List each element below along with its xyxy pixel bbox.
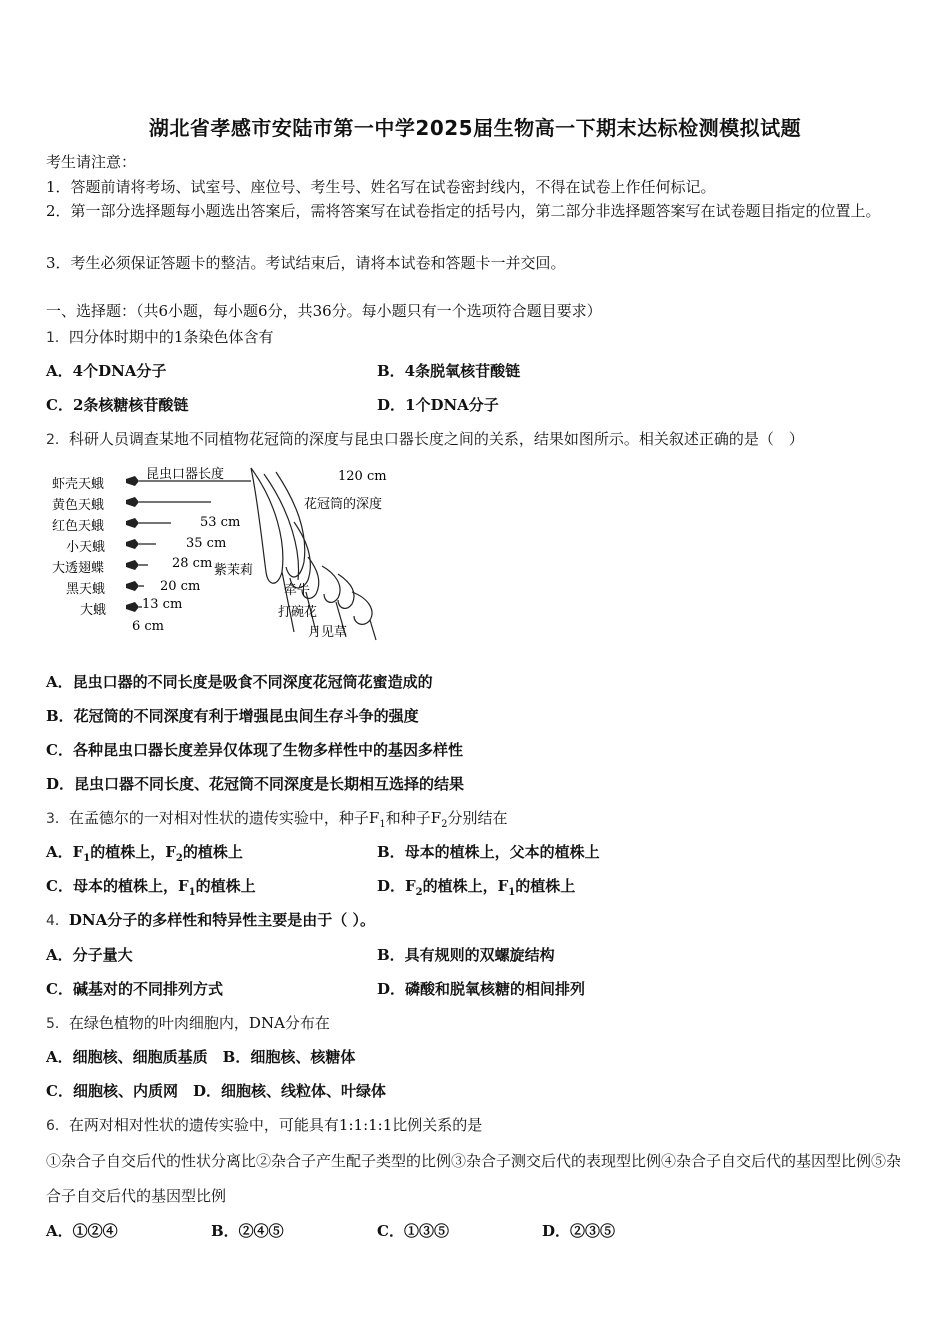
q3-a-part-2: 的植株上，F — [90, 843, 176, 861]
insect-flower-figure — [46, 462, 416, 644]
q3-d-sub-1: 1 — [508, 887, 516, 898]
insect-label-7: 大蛾 — [80, 603, 107, 618]
question-5-number: 5． — [46, 1016, 69, 1032]
notice-item-1: 1．答题前请将考场、试室号、座位号、考生号、姓名写在试卷密封线内，不得在试卷上作任何标记。 — [46, 178, 716, 196]
q3-c-part-2: 的植株上 — [195, 877, 256, 895]
q1-option-a[interactable]: A．4个DNA分子 — [46, 362, 167, 380]
question-6-text: 在两对相对性状的遗传实验中，可能具有1:1:1:1比例关系的是 — [68, 1116, 483, 1134]
q3-stem-part-2: 和种子F — [385, 809, 442, 827]
q3-d-sub-2: 2 — [415, 887, 423, 898]
q6-option-c[interactable]: C．①③⑤ — [377, 1222, 449, 1240]
q3-option-a[interactable] — [46, 842, 243, 869]
question-1-stem — [46, 327, 273, 348]
question-6-number: 6． — [46, 1118, 69, 1134]
insect-label-2: 黄色天蛾 — [52, 498, 105, 513]
question-2-text: 科研人员调查某地不同植物花冠筒的深度与昆虫口器长度之间的关系，结果如图所示。相关叙述正确的是（ ） — [68, 430, 804, 448]
question-3-stem — [46, 808, 508, 835]
q4-option-b[interactable]: B．具有规则的双螺旋结构 — [377, 946, 555, 964]
question-2-number: 2． — [46, 432, 69, 448]
q4-option-c[interactable]: C．碱基对的不同排列方式 — [46, 980, 223, 998]
q3-a-part-3: 的植株上 — [182, 843, 243, 861]
insect-label-1: 虾壳天蛾 — [52, 477, 105, 492]
q6-option-b[interactable]: B．②④⑤ — [211, 1222, 284, 1240]
question-1-text: 四分体时期中的1条染色体含有 — [68, 328, 274, 346]
q4-option-a[interactable]: A．分子量大 — [46, 946, 133, 964]
q3-c-sub-1: 1 — [188, 887, 196, 898]
question-6-stem — [46, 1115, 482, 1136]
question-5-stem — [46, 1013, 330, 1034]
q1-option-c[interactable]: C．2条核糖核苷酸链 — [46, 396, 189, 414]
moth-icon — [126, 476, 139, 612]
q3-c-part-1: C．母本的植株上，F — [46, 877, 189, 895]
question-5-text: 在绿色植物的叶肉细胞内，DNA分布在 — [68, 1014, 330, 1032]
q3-d-part-2: 的植株上，F — [422, 877, 509, 895]
q1-option-b[interactable]: B．4条脱氧核苷酸链 — [377, 362, 521, 380]
q6-option-a[interactable]: A．①②④ — [46, 1222, 118, 1240]
q3-a-sub-2: 2 — [175, 853, 183, 864]
notice-heading: 考生请注意： — [46, 153, 137, 171]
insect-label-5: 大透翅蝶 — [52, 561, 105, 576]
q2-option-d[interactable]: D．昆虫口器不同长度、花冠筒不同深度是长期相互选择的结果 — [46, 775, 465, 793]
q5-options-ab[interactable]: A．细胞核、细胞质基质 B．细胞核、核糖体 — [46, 1048, 356, 1066]
notice-item-3: 3．考生必须保证答题卡的整洁。考试结束后，请将本试卷和答题卡一并交回。 — [46, 254, 566, 272]
section-heading: 一、选择题：（共6小题，每小题6分，共36分。每小题只有一个选项符合题目要求） — [46, 302, 602, 320]
q3-sub-2: 2 — [441, 819, 448, 830]
q3-d-part-3: 的植株上 — [515, 877, 576, 895]
length-label-53: 53 cm — [200, 515, 241, 530]
question-4-text: DNA分子的多样性和特异性主要是由于（ ）。 — [68, 911, 376, 929]
insect-label-3: 红色天蛾 — [52, 519, 105, 534]
insect-label-4: 小天蛾 — [66, 540, 106, 555]
length-label-6: 6 cm — [132, 619, 165, 634]
question-4-number: 4． — [46, 913, 69, 929]
plant-label-2: 牵牛 — [284, 583, 311, 598]
length-label-35: 35 cm — [186, 536, 227, 551]
length-label-20: 20 cm — [160, 579, 201, 594]
q3-stem-part-3: 分别结在 — [447, 809, 508, 827]
q3-a-part-1: A．F — [46, 843, 84, 861]
question-1-number: 1． — [46, 330, 69, 346]
q3-d-part-1: D．F — [377, 877, 416, 895]
notice-item-2: 2．第一部分选择题每小题选出答案后，需将答案写在试卷指定的括号内，第二部分非选择题答案写在试卷题目指定的位置上。 — [46, 202, 881, 220]
q3-option-b[interactable]: B．母本的植株上，父本的植株上 — [377, 843, 600, 861]
q1-option-d[interactable]: D．1个DNA分子 — [377, 396, 499, 414]
q3-a-sub-1: 1 — [83, 853, 91, 864]
q5-options-cd[interactable]: C．细胞核、内质网 D．细胞核、线粒体、叶绿体 — [46, 1082, 386, 1100]
q2-option-b[interactable]: B．花冠筒的不同深度有利于增强昆虫间生存斗争的强度 — [46, 707, 419, 725]
q2-option-c[interactable]: C．各种昆虫口器长度差异仅体现了生物多样性中的基因多样性 — [46, 741, 463, 759]
q3-sub-1: 1 — [379, 819, 386, 830]
length-label-13: 13 cm — [142, 597, 183, 612]
plant-label-1: 紫茉莉 — [214, 563, 254, 578]
plant-label-4: 月见草 — [308, 625, 348, 640]
length-label-120: 120 cm — [338, 469, 387, 484]
question-2-stem — [46, 429, 804, 450]
exam-title: 湖北省孝感市安陆市第一中学2025届生物高一下期末达标检测模拟试题 — [148, 116, 802, 140]
q3-option-d[interactable] — [377, 876, 575, 903]
insect-label-6: 黑天蛾 — [66, 582, 106, 597]
question-6-statements: ①杂合子自交后代的性状分离比②杂合子产生配子类型的比例③杂合子测交后代的表现型比例④杂合子自交后代的基因型比例⑤杂合子自交后代的基因型比例 — [46, 1152, 902, 1205]
q6-option-d[interactable]: D．②③⑤ — [542, 1222, 616, 1240]
plant-label-3: 打碗花 — [278, 605, 318, 620]
q2-option-a[interactable]: A．昆虫口器的不同长度是吸食不同深度花冠筒花蜜造成的 — [46, 673, 433, 691]
length-label-28: 28 cm — [172, 556, 213, 571]
q3-option-c[interactable] — [46, 876, 256, 903]
question-4-stem — [46, 910, 375, 931]
q4-option-d[interactable]: D．磷酸和脱氧核糖的相间排列 — [377, 980, 586, 998]
q3-stem-part-1: 在孟德尔的一对相对性状的遗传实验中，种子F — [68, 809, 380, 827]
question-3-number: 3． — [46, 811, 69, 827]
mouthpart-length-label: 昆虫口器长度 — [146, 467, 225, 482]
corolla-depth-label: 花冠筒的深度 — [304, 497, 383, 512]
